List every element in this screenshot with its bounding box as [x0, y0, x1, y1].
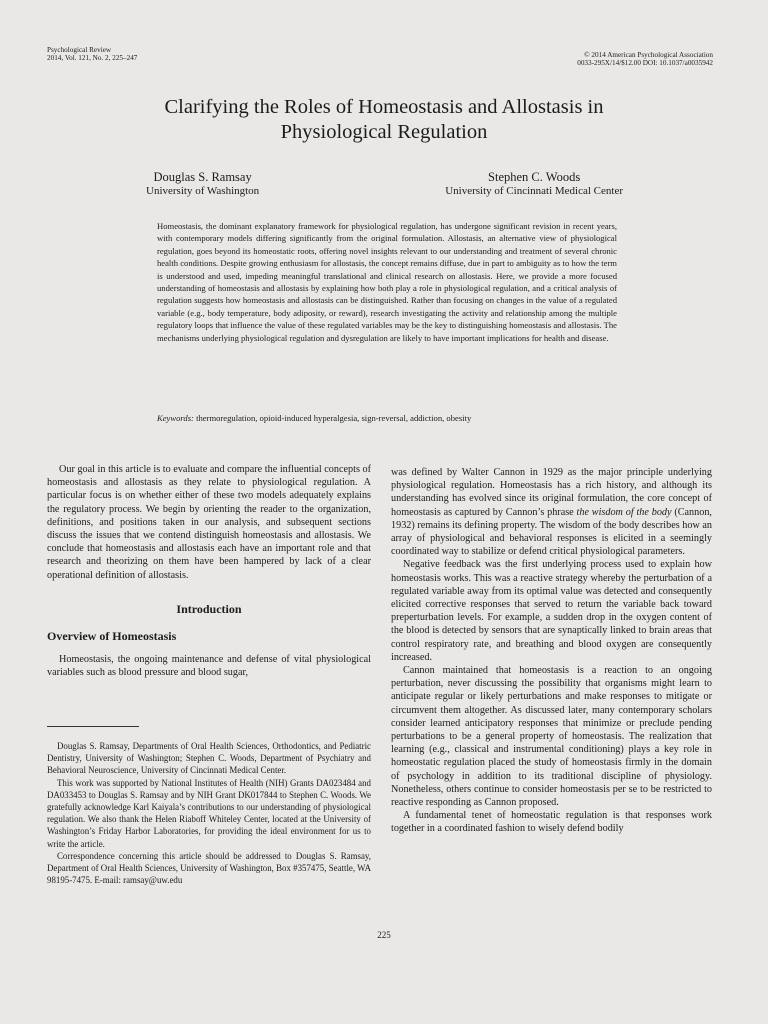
copyright-line: © 2014 American Psychological Association — [584, 51, 713, 59]
wisdom-of-body-phrase: the wisdom of the body — [576, 506, 672, 518]
fundamental-tenet-paragraph: A fundamental tenet of homeostatic regulation is that responses work together in a coordinated fashion to wisely defend bodily — [391, 810, 712, 835]
copyright-header — [577, 51, 713, 67]
keywords — [157, 412, 617, 424]
body-column-left — [47, 463, 371, 680]
author-block-1 — [146, 170, 259, 198]
body-column-right — [391, 466, 712, 836]
page-number: 225 — [377, 930, 391, 940]
author-name-1: Douglas S. Ramsay — [153, 170, 252, 184]
author-name-2: Stephen C. Woods — [488, 170, 581, 184]
doi-line: 0033-295X/14/$12.00 DOI: 10.1037/a0035942 — [577, 59, 713, 67]
cannon-paragraph — [391, 466, 712, 558]
abstract: Homeostasis, the dominant explanatory framework for physiological regulation, has undergone significant revision in recent years, with contemporary models differing significantly from the original formulation. Allostasis, an alternative view of physiological regulation, goes beyond its homeostatic roots, offering novel insights relevant to our understanding and treatment of several chronic health conditions. Despite growing enthusiasm for allostasis, the concept remains diffuse, due in part to ambiguity as to how the term is understood and used, impeding meaningful translational and clinical research on allostasis. Here, we provide a more focused understanding of homeostasis and allostasis by explaining how both play a role in physiological regulation, and a critical analysis of regulation suggests how homeostasis and allostasis can be distinguished. Rather than focusing on changes in the value of a regulated variable (e.g., body temperature, body adiposity, or reward), research investigating the activity and relationship among the multiple regulatory loops that influence the value of these regulated variables may be the key to distinguishing homeostasis and allostasis. The mechanisms underlying physiological regulation and dysregulation are likely to have important implications for health and disease. — [157, 221, 617, 343]
footnote-rule — [47, 726, 139, 727]
footnote-funding: This work was supported by National Institutes of Health (NIH) Grants DA023484 and DA033453 to Douglas S. Ramsay and by NIH Grant DK017844 to Stephen C. Woods. We gratefully acknowledge Karl Kaiyala’s contributions to our understanding of physiological regulation. We also thank the Helen Riaboff Whiteley Center, located at the University of Washington’s Friday Harbor Laboratories, for providing the ideal environment for us to write the article. — [47, 777, 371, 849]
author-affiliation-1: University of Washington — [146, 185, 260, 197]
journal-volume: 2014, Vol. 121, No. 2, 225–247 — [47, 54, 138, 62]
cannon-paragraph-end: (Cannon, 1932) remains its defining property. The wisdom of the body describes how an array of physiological and behavioral responses is elicited in a seemingly coordinated way to stabilize or defend critical physiological parameters. — [391, 506, 712, 558]
section-heading: Introduction — [176, 601, 242, 616]
article-title — [0, 95, 768, 145]
journal-name: Psychological Review — [47, 46, 112, 54]
anticipation-paragraph: Cannon maintained that homeostasis is a reaction to an ongoing perturbation, never discussing the possibility that organisms might learn to anticipate regular or likely perturbations and make responses to mitigate or circumvent them altogether. As discussed later, many contemporary scholars consider learned anticipatory responses that minimize or preclude pending perturbations to be a general property of homeostasis. The realization that learning (e.g., classical and instrumental conditioning) plays a key role in homeostatic regulation placed the study of homeostasis firmly in the domain of psychology in addition to its traditional discipline of physiology. Nonetheless, others continue to consider homeostasis per se to be restricted to reactive responding as Cannon proposed. — [391, 665, 712, 809]
author-note — [47, 740, 371, 886]
author-block-2 — [445, 170, 623, 198]
journal-header — [47, 46, 137, 62]
author-affiliation-2: University of Cincinnati Medical Center — [445, 185, 623, 197]
negative-feedback-paragraph: Negative feedback was the first underlying process used to explain how homeostasis works. This was a reactive strategy whereby the perturbation of a regulated variable away from its optimal value was detected and consequently elicited corrective responses that served to return the variable back toward preperturbation levels. For example, a sudden drop in the oxygen content of the blood is detected by sensors that are synaptically linked to brain areas that control respiratory rate, and breathing and blood oxygen are consequently increased. — [391, 559, 712, 663]
homeostasis-paragraph: Homeostasis, the ongoing maintenance and defense of vital physiological variables such as blood pressure and blood sugar, — [47, 654, 371, 679]
footnote-correspondence: Correspondence concerning this article should be addressed to Douglas S. Ramsay, Department of Oral Health Sciences, University of Washington, Box #357475, Seattle, WA 98195-7475. E-mail: ramsay@uw.edu — [47, 850, 371, 886]
subsection-heading: Overview of Homeostasis — [47, 629, 177, 644]
keywords-label: Keywords: — [157, 413, 194, 423]
title-line-2: Physiological Regulation — [280, 121, 488, 143]
intro-paragraph: Our goal in this article is to evaluate and compare the influential concepts of homeostasis and allostasis as they relate to physiological regulation. A particular focus is on whether either of these two models adequately explains the regulatory process. We begin by orienting the reader to the organization, definitions, and positions taken in our analysis, and subsequent sections discuss the issues that we contend distinguish homeostasis and allostasis. We conclude that homeostasis and allostasis each have an important role and that research and theorizing on them have been hampered by lack of a clear operational definition of allostasis. — [47, 464, 371, 581]
keywords-text: thermoregulation, opioid-induced hyperalgesia, sign-reversal, addiction, obesity — [196, 413, 472, 423]
footnote-affiliations: Douglas S. Ramsay, Departments of Oral Health Sciences, Orthodontics, and Pediatric Dentistry, University of Washington; Stephen C. Woods, Department of Psychiatry and Behavioral Neuroscience, University of Cincinnati Medical Center. — [47, 741, 371, 776]
cannon-paragraph-start: was defined by Walter Cannon in 1929 as the major principle underlying physiological regulation. Homeostasis has a rich history, and although its understanding has evolved since its original formulation, the core concept of homeostasis as captured by Cannon’s phrase — [391, 467, 712, 518]
title-line-1: Clarifying the Roles of Homeostasis and Allostasis in — [164, 96, 604, 118]
